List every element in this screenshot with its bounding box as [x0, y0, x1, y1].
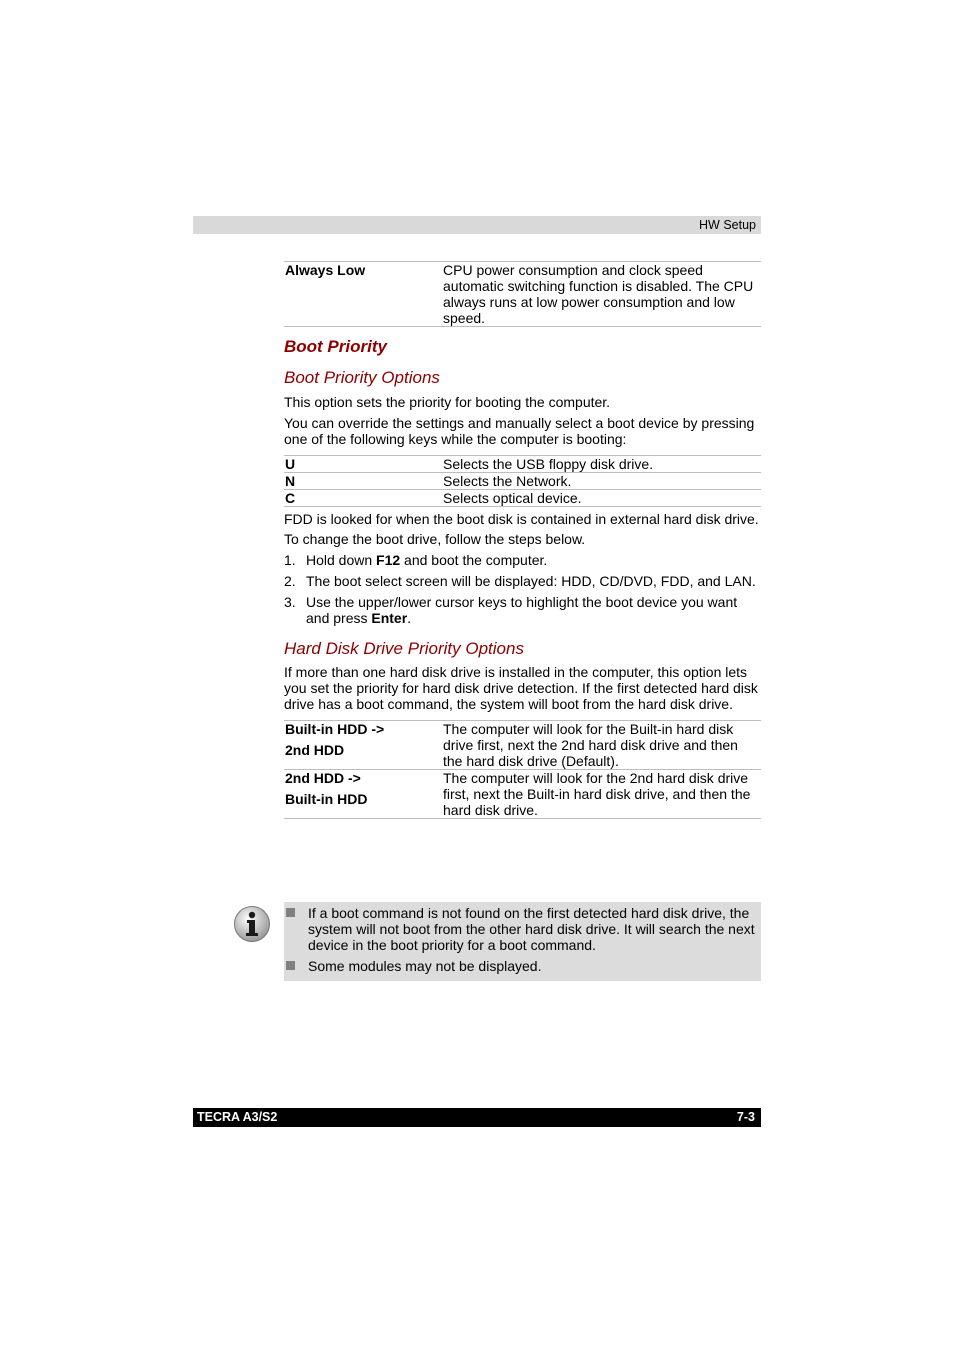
table-row: [284, 473, 761, 490]
paragraph: FDD is looked for when the boot disk is contained in external hard disk drive.: [284, 511, 759, 527]
note-item: [284, 905, 757, 953]
key-name: F12: [376, 552, 401, 568]
page-content: [284, 261, 761, 819]
key-cell: N: [285, 473, 296, 489]
square-bullet-icon: [286, 908, 295, 917]
term-line: 2nd HDD: [285, 742, 345, 758]
power-mode-table: [284, 261, 761, 327]
list-item: [284, 573, 761, 589]
description-cell: The computer will look for the 2nd hard disk drive first, next the Built-in hard disk drive, and then the hard disk drive.: [443, 770, 751, 818]
footer-bar: [193, 1108, 761, 1127]
step-text: Hold down: [306, 552, 377, 568]
square-bullet-icon: [286, 961, 295, 970]
note-item: [284, 958, 757, 974]
step-text: The boot select screen will be displayed: HDD, CD/DVD, FDD, and LAN.: [306, 573, 756, 589]
step-number: 3.: [284, 594, 296, 610]
term-line: Built-in HDD: [285, 791, 368, 807]
table-row: [284, 456, 761, 473]
table-row: [284, 721, 761, 770]
paragraph: You can override the settings and manually select a boot device by pressing one of the following keys while the computer is booting:: [284, 415, 755, 447]
paragraph: To change the boot drive, follow the steps below.: [284, 531, 586, 547]
hdd-priority-table: [284, 720, 761, 819]
note-box: [284, 902, 761, 981]
key-cell: C: [285, 490, 296, 506]
subsection-heading: Boot Priority Options: [284, 368, 440, 387]
subsection-heading: Hard Disk Drive Priority Options: [284, 639, 524, 658]
boot-keys-table: [284, 455, 761, 507]
term-cell: [284, 770, 443, 819]
note-text: If a boot command is not found on the first detected hard disk drive, the system will not boot from the other hard disk drive. It will search the next device in the boot priority for a boot command.: [308, 905, 755, 953]
paragraph: If more than one hard disk drive is installed in the computer, this option lets you set the priority for hard disk drive detection. If the first detected hard disk drive has a boot command, the system will boot from the hard disk drive.: [284, 664, 758, 712]
step-text: and boot the computer.: [400, 552, 548, 568]
description-cell: Selects the USB floppy disk drive.: [443, 456, 654, 472]
step-text: Use the upper/lower cursor keys to highlight the boot device you want and press: [306, 594, 738, 626]
description-cell: CPU power consumption and clock speed automatic switching function is disabled. The CPU always runs at low power consumption and low speed.: [443, 262, 754, 326]
key-name: Enter: [371, 610, 408, 626]
running-header: HW Setup: [699, 218, 756, 232]
key-cell: U: [285, 456, 296, 472]
term-cell: Always Low: [285, 262, 366, 278]
header-bar: [193, 216, 761, 234]
note-text: Some modules may not be displayed.: [308, 958, 542, 974]
page-number: 7-3: [736, 1110, 755, 1124]
term-line: Built-in HDD ->: [285, 721, 385, 737]
term-cell: [284, 721, 443, 770]
paragraph: This option sets the priority for booting the computer.: [284, 394, 611, 410]
list-item: [284, 594, 761, 626]
description-cell: Selects optical device.: [443, 490, 582, 506]
term-line: 2nd HDD ->: [285, 770, 361, 786]
table-row: [284, 262, 761, 327]
info-icon: [233, 905, 271, 943]
description-cell: The computer will look for the Built-in hard disk drive first, next the 2nd hard disk drive and then the hard disk drive (Default).: [443, 721, 738, 769]
step-number: 1.: [284, 552, 296, 568]
step-text: .: [407, 610, 412, 626]
model-name: TECRA A3/S2: [197, 1110, 278, 1124]
section-heading: Boot Priority: [284, 337, 387, 356]
list-item: [284, 552, 761, 568]
steps-list: [284, 552, 761, 626]
description-cell: Selects the Network.: [443, 473, 572, 489]
table-row: [284, 770, 761, 819]
step-number: 2.: [284, 573, 296, 589]
table-row: [284, 490, 761, 507]
